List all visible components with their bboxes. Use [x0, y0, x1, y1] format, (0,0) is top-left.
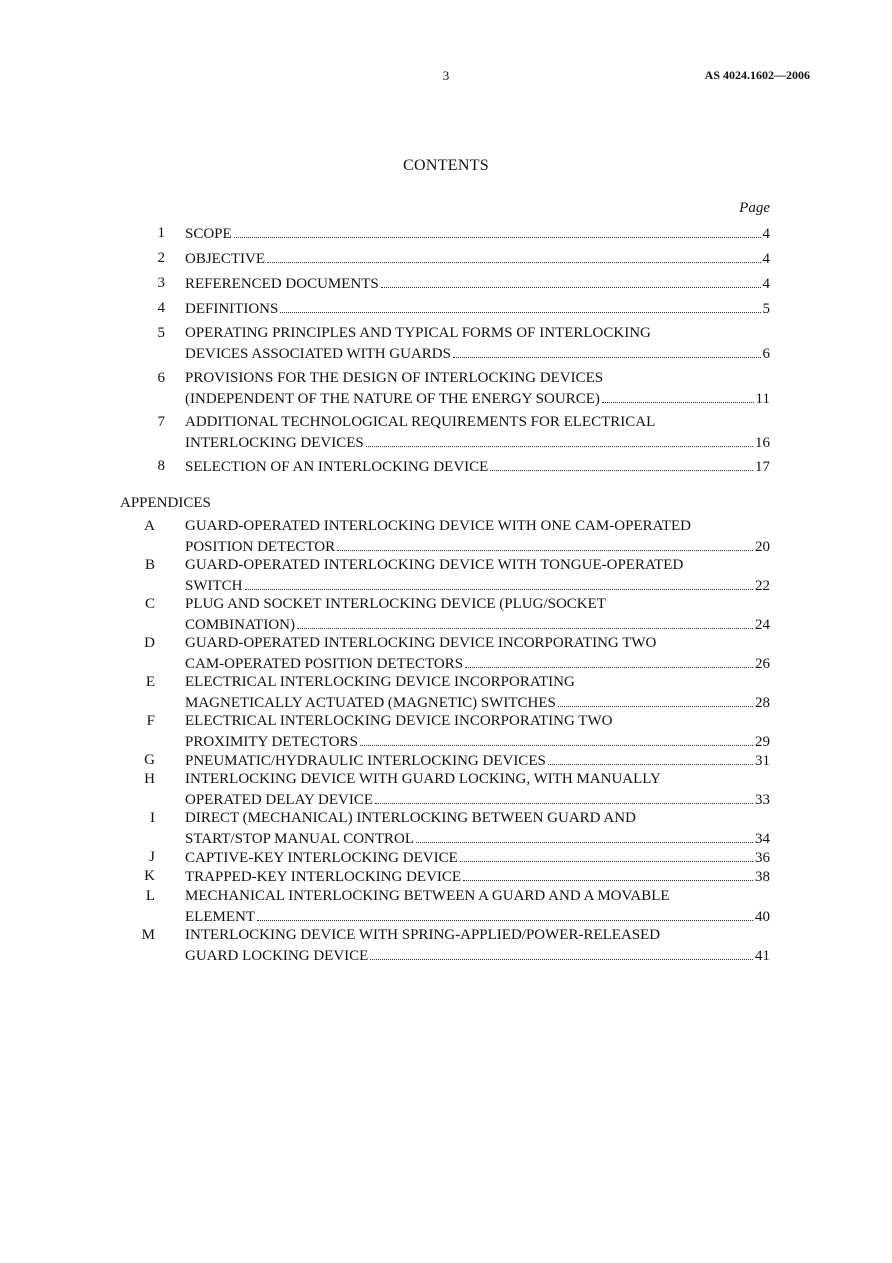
entry-text	[185, 412, 770, 452]
entry-title-line: INTERLOCKING DEVICE WITH SPRING-APPLIED/POWER-RELEASED	[185, 927, 661, 943]
section-number: 4	[157, 300, 165, 316]
entry-page-number: 4	[762, 276, 770, 292]
entry-last-line	[185, 248, 770, 268]
entry-page-number: 22	[755, 578, 770, 594]
entry-last-line	[185, 906, 770, 926]
section-number: 5	[157, 325, 165, 341]
appendix-letter: I	[150, 810, 155, 826]
entry-last-line	[185, 343, 770, 363]
entry-last-line	[185, 653, 770, 673]
entry-title-line: ELEMENT	[185, 909, 255, 925]
entry-title-line: COMBINATION)	[185, 617, 295, 633]
entry-text	[185, 866, 770, 886]
entry-text	[185, 633, 770, 673]
entry-title-line: OPERATING PRINCIPLES AND TYPICAL FORMS OF INTERLOCKING	[185, 325, 651, 341]
appendix-letter: C	[144, 596, 155, 612]
entry-text	[185, 555, 770, 595]
entry-text	[185, 456, 770, 476]
entry-text	[185, 223, 770, 243]
entry-text	[185, 594, 770, 634]
entry-last-line	[185, 298, 770, 318]
entry-title-line: SWITCH	[185, 578, 243, 594]
entry-text	[185, 808, 770, 848]
dot-leader	[453, 343, 761, 358]
entry-page-number: 6	[762, 346, 770, 362]
dot-leader	[267, 248, 761, 263]
entry-title-line: GUARD-OPERATED INTERLOCKING DEVICE WITH TONGUE-OPERATED	[185, 557, 684, 573]
dot-leader	[558, 692, 753, 707]
appendices-heading: APPENDICES	[120, 495, 211, 511]
page-column-label: Page	[739, 200, 770, 216]
section-number: 6	[157, 370, 165, 386]
entry-title-line: GUARD-OPERATED INTERLOCKING DEVICE INCORPORATING TWO	[185, 635, 657, 651]
entry-title-line: MECHANICAL INTERLOCKING BETWEEN A GUARD AND A MOVABLE	[185, 888, 670, 904]
appendix-letter: J	[149, 849, 155, 865]
appendix-letter: M	[141, 927, 155, 943]
page-title: CONTENTS	[403, 157, 489, 174]
entry-page-number: 11	[755, 391, 770, 407]
entry-title-line: PROXIMITY DETECTORS	[185, 734, 358, 750]
dot-leader	[602, 388, 754, 403]
entry-text	[185, 750, 770, 770]
entry-last-line	[185, 789, 770, 809]
document-id: AS 4024.1602—2006	[704, 68, 810, 82]
entry-title-line: INTERLOCKING DEVICE WITH GUARD LOCKING, WITH MANUALLY	[185, 771, 661, 787]
entry-last-line	[185, 692, 770, 712]
entry-text	[185, 323, 770, 363]
dot-leader	[297, 614, 753, 629]
entry-last-line	[185, 866, 770, 886]
section-number: 2	[157, 250, 165, 266]
entry-title-line: CAPTIVE-KEY INTERLOCKING DEVICE	[185, 850, 458, 866]
entry-title-line: SCOPE	[185, 226, 232, 242]
appendix-letter: L	[145, 888, 155, 904]
entry-title-line: (INDEPENDENT OF THE NATURE OF THE ENERGY SOURCE)	[185, 391, 600, 407]
dot-leader	[460, 847, 753, 862]
entry-title-line: OBJECTIVE	[185, 251, 265, 267]
entry-page-number: 29	[755, 734, 770, 750]
entry-title-line: START/STOP MANUAL CONTROL	[185, 831, 415, 847]
page-number: 3	[442, 68, 450, 83]
entry-page-number: 41	[755, 948, 770, 964]
entry-page-number: 24	[755, 617, 770, 633]
section-number: 3	[157, 275, 165, 291]
entry-page-number: 36	[755, 850, 770, 866]
entry-page-number: 4	[762, 226, 770, 242]
entry-title-line: OPERATED DELAY DEVICE	[185, 792, 374, 808]
entry-title-line: MAGNETICALLY ACTUATED (MAGNETIC) SWITCHES	[185, 695, 556, 711]
entry-title-line: ELECTRICAL INTERLOCKING DEVICE INCORPORATING TWO	[185, 713, 613, 729]
entry-last-line	[185, 847, 770, 867]
entry-title-line: CAM-OPERATED POSITION DETECTORS	[185, 656, 464, 672]
entry-last-line	[185, 945, 770, 965]
entry-title-line: PLUG AND SOCKET INTERLOCKING DEVICE (PLUG/SOCKET	[185, 596, 606, 612]
dot-leader	[465, 653, 753, 668]
dot-leader	[257, 906, 753, 921]
entry-last-line	[185, 223, 770, 243]
appendix-letter: H	[144, 771, 155, 787]
entry-last-line	[185, 614, 770, 634]
entry-page-number: 5	[762, 301, 770, 317]
entry-page-number: 16	[755, 435, 770, 451]
entry-page-number: 40	[755, 909, 770, 925]
entry-title-line: DIRECT (MECHANICAL) INTERLOCKING BETWEEN GUARD AND	[185, 810, 636, 826]
entry-text	[185, 847, 770, 867]
dot-leader	[490, 456, 753, 471]
entry-title-line: PNEUMATIC/HYDRAULIC INTERLOCKING DEVICES	[185, 753, 546, 769]
appendix-letter: E	[145, 674, 155, 690]
appendix-letter: K	[144, 868, 155, 884]
section-number: 1	[157, 225, 165, 241]
entry-last-line	[185, 828, 770, 848]
appendix-letter: A	[144, 518, 155, 534]
entry-last-line	[185, 536, 770, 556]
entry-text	[185, 248, 770, 268]
entry-text	[185, 368, 770, 408]
entry-page-number: 4	[762, 251, 770, 267]
entry-title-line: ELECTRICAL INTERLOCKING DEVICE INCORPORATING	[185, 674, 575, 690]
entry-text	[185, 273, 770, 293]
dot-leader	[280, 298, 760, 313]
entry-title-line: DEFINITIONS	[185, 301, 279, 317]
entry-text	[185, 769, 770, 809]
entry-text	[185, 886, 770, 926]
entry-page-number: 38	[755, 869, 770, 885]
entry-last-line	[185, 575, 770, 595]
entry-last-line	[185, 388, 770, 408]
appendix-letter: G	[144, 752, 155, 768]
entry-text	[185, 711, 770, 751]
entry-last-line	[185, 456, 770, 476]
appendix-letter: D	[144, 635, 155, 651]
entry-last-line	[185, 273, 770, 293]
entry-title-line: TRAPPED-KEY INTERLOCKING DEVICE	[185, 869, 462, 885]
entry-title-line: GUARD LOCKING DEVICE	[185, 948, 369, 964]
dot-leader	[416, 828, 753, 843]
entry-page-number: 20	[755, 539, 770, 555]
entry-title-line: PROVISIONS FOR THE DESIGN OF INTERLOCKING DEVICES	[185, 370, 604, 386]
appendix-letter: F	[146, 713, 155, 729]
dot-leader	[463, 866, 753, 881]
section-number: 8	[157, 458, 165, 474]
entry-text	[185, 516, 770, 556]
dot-leader	[234, 223, 761, 238]
dot-leader	[245, 575, 754, 590]
entry-last-line	[185, 750, 770, 770]
entry-page-number: 17	[755, 459, 770, 475]
entry-title-line: SELECTION OF AN INTERLOCKING DEVICE	[185, 459, 489, 475]
entry-title-line: POSITION DETECTOR	[185, 539, 336, 555]
entry-text	[185, 298, 770, 318]
entry-last-line	[185, 731, 770, 751]
entry-title-line: REFERENCED DOCUMENTS	[185, 276, 379, 292]
entry-title-line: INTERLOCKING DEVICES	[185, 435, 364, 451]
entry-text	[185, 925, 770, 965]
entry-page-number: 33	[755, 792, 770, 808]
dot-leader	[548, 750, 753, 765]
dot-leader	[370, 945, 753, 960]
entry-page-number: 34	[755, 831, 770, 847]
entry-page-number: 28	[755, 695, 770, 711]
entry-title-line: ADDITIONAL TECHNOLOGICAL REQUIREMENTS FOR ELECTRICAL	[185, 414, 656, 430]
dot-leader	[366, 432, 753, 447]
entry-page-number: 31	[755, 753, 770, 769]
appendix-letter: B	[144, 557, 155, 573]
entry-title-line: GUARD-OPERATED INTERLOCKING DEVICE WITH ONE CAM-OPERATED	[185, 518, 691, 534]
entry-text	[185, 672, 770, 712]
entry-page-number: 26	[755, 656, 770, 672]
dot-leader	[381, 273, 761, 288]
dot-leader	[375, 789, 753, 804]
dot-leader	[360, 731, 753, 746]
dot-leader	[337, 536, 753, 551]
entry-title-line: DEVICES ASSOCIATED WITH GUARDS	[185, 346, 451, 362]
section-number: 7	[157, 414, 165, 430]
entry-last-line	[185, 432, 770, 452]
